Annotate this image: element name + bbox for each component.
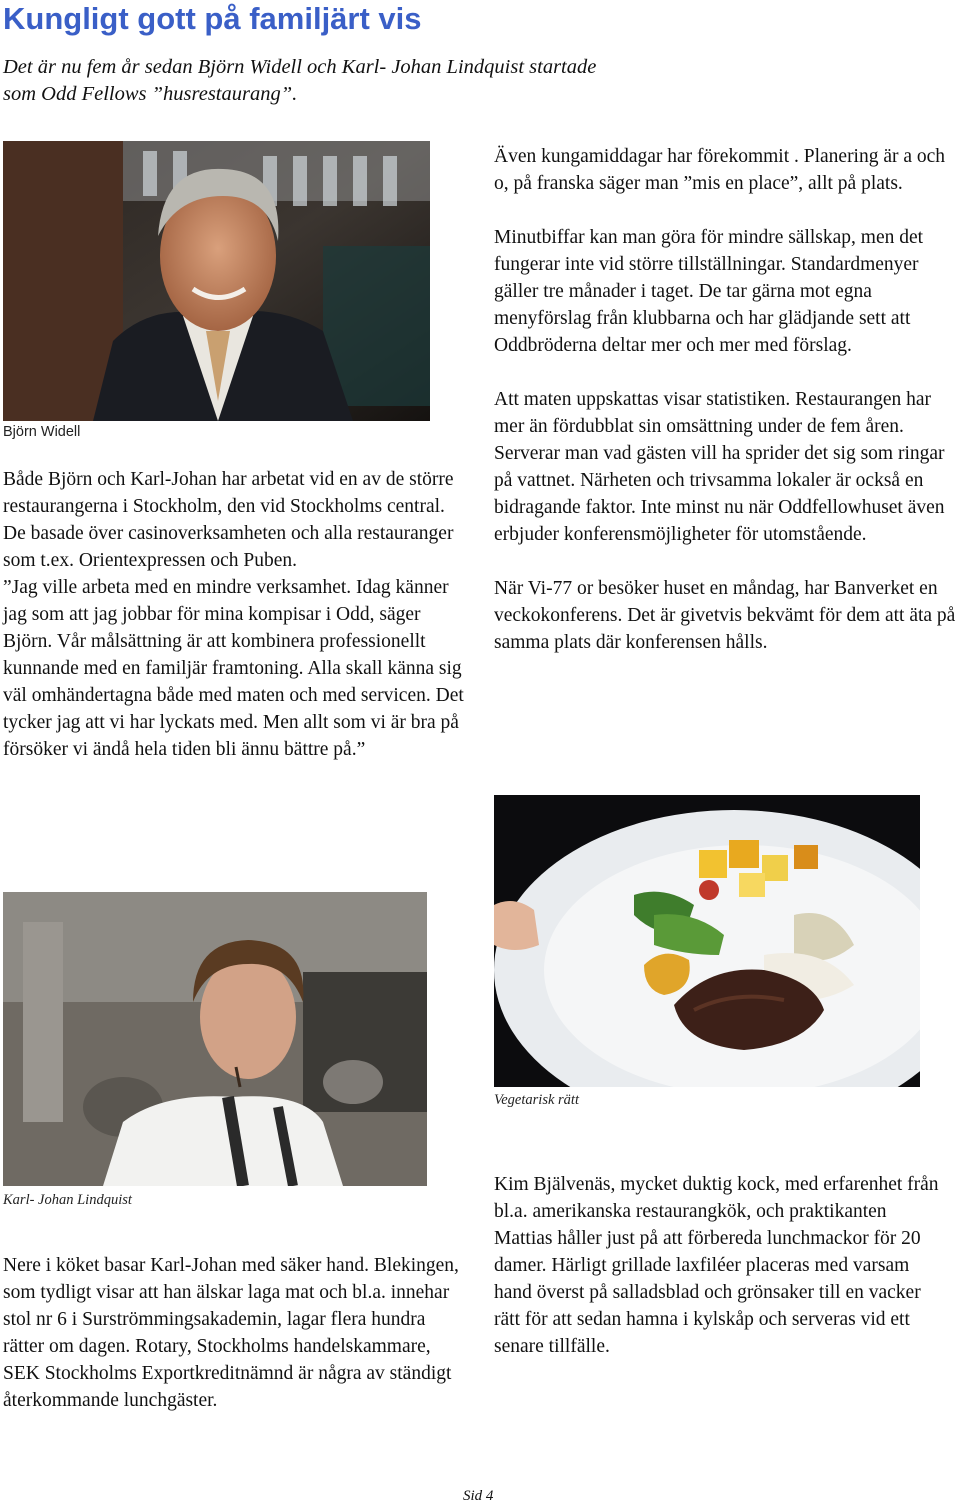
right-paragraph-4: När Vi-77 or besöker huset en måndag, har Banverket en veckokonferens. Det är givetvis bekvämt för dem att äta på samma plats där konferensen hålls. <box>494 578 956 653</box>
bottom-left-text: Nere i köket basar Karl-Johan med säker hand. Blekingen, som tydligt visar att han älskar laga mat och bl.a. innehar stol nr 6 i Surströmmingsakademin, lagar flera hundra rätter om dagen. Rotary, Stockholms handelskammare, SEK Stockholms Exportkreditnämnd är några av ständigt återkommande lunchgäster. <box>3 1255 459 1411</box>
right-column-text <box>494 143 959 656</box>
left-paragraph-1: Både Björn och Karl-Johan har arbetat vid en av de större restaurangerna i Stockholm, den vid Stockholms central. De basade över casinoverksamheten och alla restauranger som t.ex. Orientexpressen och Puben. <box>3 469 454 571</box>
left-paragraph-2: ”Jag ville arbeta med en mindre verksamhet. Idag känner jag som att jag jobbar för mina kompisar i Odd, säger Björn. Vår målsättning är att kombinera professionellt kunnande med en familjär framtoning. Alla skall känna sig väl omhändertagna både med maten och med servicen. Det tycker jag att vi har lyckats med. Men allt som vi är bra på försöker vi ändå hela tiden bli ännu bättre på.” <box>3 577 464 760</box>
article-lead: Det är nu fem år sedan Björn Widell och Karl- Johan Lindquist startade som Odd Fellows ”husrestaurang”. <box>3 56 597 105</box>
article-title: Kungligt gott på familjärt vis <box>3 1 422 36</box>
left-column-text <box>3 466 471 763</box>
right-paragraph-1: Även kungamiddagar har förekommit . Planering är a och o, på franska säger man ”mis en place”, allt på plats. <box>494 146 946 194</box>
caption-bjorn-widell: Björn Widell <box>3 424 81 440</box>
right-paragraph-3: Att maten uppskattas visar statistiken. Restaurangen har mer än fördubblat sin omsättning under de fem åren. Serverar man vad gästen vill ha sprider det sig som ringar på vattnet. Närheten och trivsamma lokaler är också en bidragande faktor. Inte minst nu när Oddfellowhuset även erbjuder konferensmöjligheter för utomstående. <box>494 389 945 545</box>
page-number: Sid 4 <box>463 1488 494 1504</box>
bottom-right-text: Kim Bjälvenäs, mycket duktig kock, med erfarenhet från bl.a. amerikanska restaurangkök, och praktikanten Mattias håller just på att förbereda lunchmackor för 20 damer. Härligt grillade laxfiléer placeras med varsam hand överst på salladsblad och grönsaker till en vacker rätt för att sedan hamna i kylskåp och serveras vid ett senare tillfälle. <box>494 1174 939 1357</box>
caption-karl-johan-lindquist: Karl- Johan Lindquist <box>3 1192 132 1208</box>
photo-bjorn-widell <box>3 141 430 421</box>
caption-vegetarian-dish: Vegetarisk rätt <box>494 1092 579 1108</box>
photo-vegetarian-dish <box>494 795 920 1087</box>
photo-karl-johan-lindquist <box>3 892 427 1186</box>
right-paragraph-2: Minutbiffar kan man göra för mindre sällskap, men det fungerar inte vid större tillställningar. Standardmenyer gäller tre månader i taget. De tar gärna mot egna menyförslag från klubbarna och har glädjande sett att Oddbröderna deltar mer och mer med förslag. <box>494 227 924 356</box>
